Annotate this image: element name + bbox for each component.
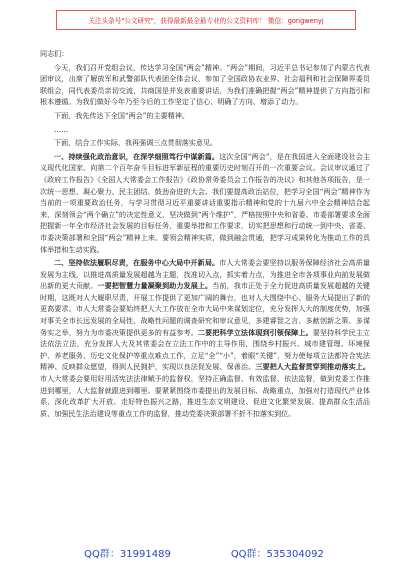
section-2-point-3: 三要把人大监督贯穿到推动落实上。 (255, 362, 371, 372)
paragraph-1: 今天，我们召开党组会议，传达学习全国“两会”精神。“两会”期间，习近平总书记参加了内蒙古代表团审议，出席了解放军和武警部队代表团全体会议，参加了全国政协农业界、社会福利和社会保障界委员联组会，同代表委员亲切交流，共商国是并发表重要讲话，为我们准确把握“两会”精神提供了方向指引和根本遵循。为我们做好今年乃至今后的工作坚定了信心、明确了方向、增添了动力。 (40, 62, 370, 107)
promo-banner (56, 10, 356, 30)
section-1-body: 这次全国“两会”，是在我国进入全面建设社会主义现代化国家、向第二个百年奋斗目标进军新征程的重要历史时刻召开的一次重要会议。会议审议通过了《政府工作报告》《全国人大常委会工作报告》《政协常务委员会工作报告的决议》和其他各项报告，是一次统一思想、凝心聚力、民主团结、鼓劲奋进的大会。我们要提高政治站位，把学习全国“两会”精神作为当前的一项重要政治任务，与学习贯彻习近平重要讲话重要指示精神和党的十九届六中全会精神结合起来，深刻领会“两个确立”的决定性意义，坚决做到“两个维护”，严格按照中央和省委、市委部署要求全面把握新一年全市经济社会发展的目标任务，重要举措和工作要求，切实把思想和行动统一到中央、省委、市委决策部署和全国“两会”精神上来。要领会精神实质，做到融会贯通，把学习成果转化为推动工作的具体举措和生动实践。 (40, 151, 370, 254)
greeting: 同志们： (40, 49, 69, 58)
section-2-point-1: 一要把智慧力量凝聚到助力发展上。 (97, 281, 213, 291)
section-2-point-2: 二要把科学立法体现到引领保障上。 (197, 327, 313, 337)
document-body (40, 48, 370, 421)
section-2-body-4: 市人大常委会要用好用活宪法法律赋予的监督权，坚持正确监督、有效监督、依法监督，做到党委工作推进到哪里，人大监督就跟进到哪里。要紧紧围绕市委提出的发展目标、战略重点，加强对打造现代产业体系、深化改革扩大开放、走好特色振兴之路，推进生态文明建设、促进文化繁荣发展、提高群众生活品质、加强民生法治建设等重点工作的监督，推动党委决策部署不折不扣落实到位。 (40, 374, 370, 418)
section-1 (40, 151, 370, 255)
footer-qq-2: QQ群：535304092 (230, 549, 324, 560)
footer-qq-1: QQ群：31991489 (84, 549, 171, 560)
divider-ellipsis: …… (54, 124, 69, 134)
section-2-body-3: 要坚持科学民主立法依法立法，充分发挥人大及其常委会在立法工作中的主导作用，围绕乡村振兴、城市建管理、环境保护、养老服务、历史文化保护等重点难点工作，立足“全”“小”，着眼“关键”，努力使每项立法都符合宪法精神、反映群众愿望，得到人民拥护，实现以良法促发展、保善治。 (40, 327, 371, 372)
paragraph-3: 下面，结合工作实际，我再强调三点贯彻落实意见。 (54, 138, 218, 148)
footer (0, 545, 408, 560)
section-2 (40, 257, 370, 419)
paragraph-2: 下面，我先传达下全国“两会”的主要精神。 (54, 110, 189, 120)
banner-text: 关注头条号"公文研究"，获得最新最全最专业的公文资料库！ 微信：gongwenyj (88, 17, 324, 25)
section-2-body-1: 市人大常委会要坚持以服务保障经济社会高质量发展为主线，以推进高质量发展超越为主题，找准切入点，抓实着力点，为推进全市各项事业向前发展做出新的更大贡献。 (40, 258, 371, 291)
section-2-heading: 二、坚持依法履职尽责，在服务中心大局中开新局。 (54, 258, 220, 268)
section-2-body-2: 当前，我市正处于全力促进高质量发展超越的关键时期，这既对人大履职尽责，开展工作提供了更加广阔的舞台，也对人大围绕中心、服务大局提出了新的更高要求。市人大常委会要始终把人大工作放在全市大局中来谋划定位，充分发挥人大的制度优势，加强对事关全市长远发展的全局性、战略性问题的调查研究和审议意见，多建睿智之言、多献创新之策、多谋务实之举，努力为市委决策提供更多的有益参考。 (40, 281, 371, 337)
section-1-heading: 一、持续强化政治意识，在深学细照笃行中谋新篇。 (54, 151, 220, 161)
